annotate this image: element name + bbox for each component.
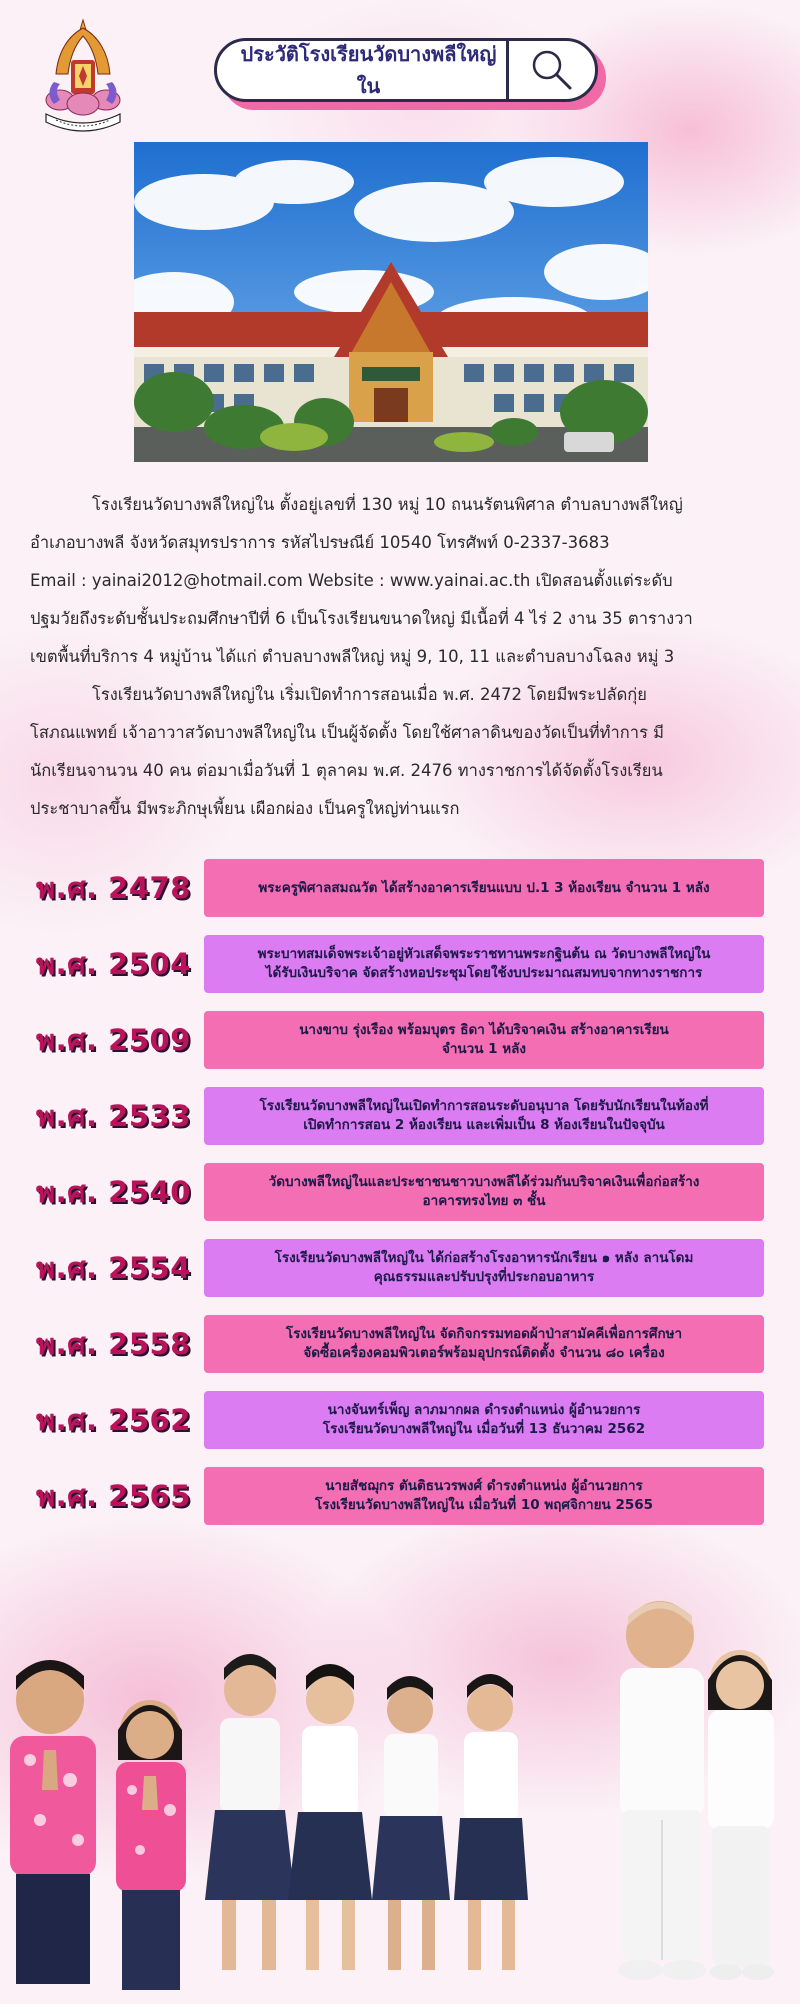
- intro-line: ประชาบาลขึ้น มีพระภิกษุเพี้ยน เผือกผ่อง เป็นครูใหญ่ท่านแรก: [30, 799, 460, 818]
- timeline-event-box: [204, 1315, 764, 1373]
- intro-line: โสภณแพทย์ เจ้าอาวาสวัดบางพลีใหญ่ใน เป็นผู้จัดตั้ง โดยใช้ศาลาดินของวัดเป็นที่ทำการ มี: [30, 723, 665, 742]
- search-bar[interactable]: [214, 38, 598, 102]
- timeline-event-box: [204, 1163, 764, 1221]
- timeline-entry: [0, 858, 800, 918]
- timeline-event-box: [204, 1011, 764, 1069]
- timeline-entry: [0, 1466, 800, 1526]
- timeline-event-text: โรงเรียนวัดบางพลีใหญ่ใน ได้ก่อสร้างโรงอาหารนักเรียน ๑ หลัง ลานโดม คุณธรรมและปรับปรุงที่ประกอบอาหาร: [274, 1250, 694, 1285]
- intro-paragraph: [30, 486, 770, 828]
- timeline-event-text: โรงเรียนวัดบางพลีใหญ่ใน จัดกิจกรรมทอดผ้าป่าสามัคคีเพื่อการศึกษา จัดซื้อเครื่องคอมพิวเตอร์พร้อมอุปกรณ์ติดตั้ง จำนวน ๘๐ เครื่อง: [285, 1326, 683, 1361]
- timeline-event-text: นายสัชฌุกร ตันติธนวรพงศ์ ดำรงตำแหน่ง ผู้อำนวยการ โรงเรียนวัดบางพลีใหญ่ใน เมื่อวันที่ 10 พฤศจิกายน 2565: [314, 1478, 654, 1513]
- timeline-entry: [0, 1086, 800, 1146]
- intro-line: โรงเรียนวัดบางพลีใหญ่ใน ตั้งอยู่เลขที่ 130 หมู่ 10 ถนนรัตนพิศาล ตำบลบางพลีใหญ่: [92, 495, 683, 514]
- timeline-event-text: นางจันทร์เพ็ญ ลาภมากผล ดำรงตำแหน่ง ผู้อำนวยการ โรงเรียนวัดบางพลีใหญ่ใน เมื่อวันที่ 13 ธันวาคม 2562: [322, 1402, 646, 1437]
- search-icon[interactable]: [509, 41, 595, 99]
- timeline-year: พ.ศ. 2509: [36, 1023, 191, 1057]
- timeline-event-text: พระครูพิศาลสมณวัต ได้สร้างอาคารเรียนแบบ ป.1 3 ห้องเรียน จำนวน 1 หลัง: [258, 879, 710, 896]
- timeline-event-text: โรงเรียนวัดบางพลีใหญ่ในเปิดทำการสอนระดับอนุบาล โดยรับนักเรียนในท้องที่ เปิดทำการสอน 2 ห้องเรียน และเพิ่มเป็น 8 ห้องเรียนในปัจจุบัน: [259, 1098, 709, 1133]
- intro-line: เขตพื้นที่บริการ 4 หมู่บ้าน ได้แก่ ตำบลบางพลีใหญ่ หมู่ 9, 10, 11 และตำบลบางโฉลง หมู่ 3: [30, 647, 675, 666]
- search-query-text[interactable]: ประวัติโรงเรียนวัดบางพลีใหญ่ใน: [240, 42, 497, 98]
- timeline-event-text: พระบาทสมเด็จพระเจ้าอยู่หัวเสด็จพระราชทานพระกฐินต้น ณ วัดบางพลีใหญ่ใน ได้รับเงินบริจาค จัดสร้างหอประชุมโดยใช้งบประมาณสมทบจากทางราชการ: [257, 946, 711, 981]
- timeline-year: พ.ศ. 2540: [36, 1175, 191, 1209]
- timeline-entry: [0, 1162, 800, 1222]
- timeline-year: พ.ศ. 2504: [36, 947, 191, 981]
- timeline-year: พ.ศ. 2554: [36, 1251, 191, 1285]
- school-building-photo: [134, 142, 648, 462]
- timeline-event-box: [204, 859, 764, 917]
- timeline-event-text: วัดบางพลีใหญ่ในและประชาชนชาวบางพลีได้ร่วมกันบริจาคเงินเพื่อก่อสร้าง อาคารทรงไทย ๓ ชั้น: [268, 1174, 700, 1209]
- school-emblem-logo: [38, 16, 128, 136]
- timeline-event-box: [204, 1087, 764, 1145]
- students-illustration: [0, 1540, 800, 2000]
- timeline-year: พ.ศ. 2562: [36, 1403, 191, 1437]
- intro-line: โรงเรียนวัดบางพลีใหญ่ใน เริ่มเปิดทำการสอนเมื่อ พ.ศ. 2472 โดยมีพระปลัดกุ่ย: [92, 685, 647, 704]
- timeline-entry: [0, 1390, 800, 1450]
- timeline-year: พ.ศ. 2565: [36, 1479, 191, 1513]
- timeline-entry: [0, 1238, 800, 1298]
- intro-line: ปฐมวัยถึงระดับชั้นประถมศึกษาปีที่ 6 เป็นโรงเรียนขนาดใหญ่ มีเนื้อที่ 4 ไร่ 2 งาน 35 ตารางวา: [30, 609, 693, 628]
- intro-line: Email : yainai2012@hotmail.com Website : www.yainai.ac.th เปิดสอนตั้งแต่ระดับ: [30, 571, 673, 590]
- timeline-event-box: [204, 1239, 764, 1297]
- timeline-event-box: [204, 1467, 764, 1525]
- intro-line: นักเรียนจานวน 40 คน ต่อมาเมื่อวันที่ 1 ตุลาคม พ.ศ. 2476 ทางราชการได้จัดตั้งโรงเรียน: [30, 761, 663, 780]
- timeline-entry: [0, 1314, 800, 1374]
- intro-line: อำเภอบางพลี จังหวัดสมุทรปราการ รหัสไปรษณีย์ 10540 โทรศัพท์ 0-2337-3683: [30, 533, 610, 552]
- timeline-entry: [0, 1010, 800, 1070]
- timeline-entry: [0, 934, 800, 994]
- timeline-event-text: นางขาบ รุ่งเรือง พร้อมบุตร ธิดา ได้บริจาคเงิน สร้างอาคารเรียน จำนวน 1 หลัง: [299, 1022, 669, 1057]
- timeline-year: พ.ศ. 2478: [36, 871, 191, 905]
- timeline-event-box: [204, 1391, 764, 1449]
- timeline-year: พ.ศ. 2558: [36, 1327, 191, 1361]
- timeline-event-box: [204, 935, 764, 993]
- timeline-year: พ.ศ. 2533: [36, 1099, 191, 1133]
